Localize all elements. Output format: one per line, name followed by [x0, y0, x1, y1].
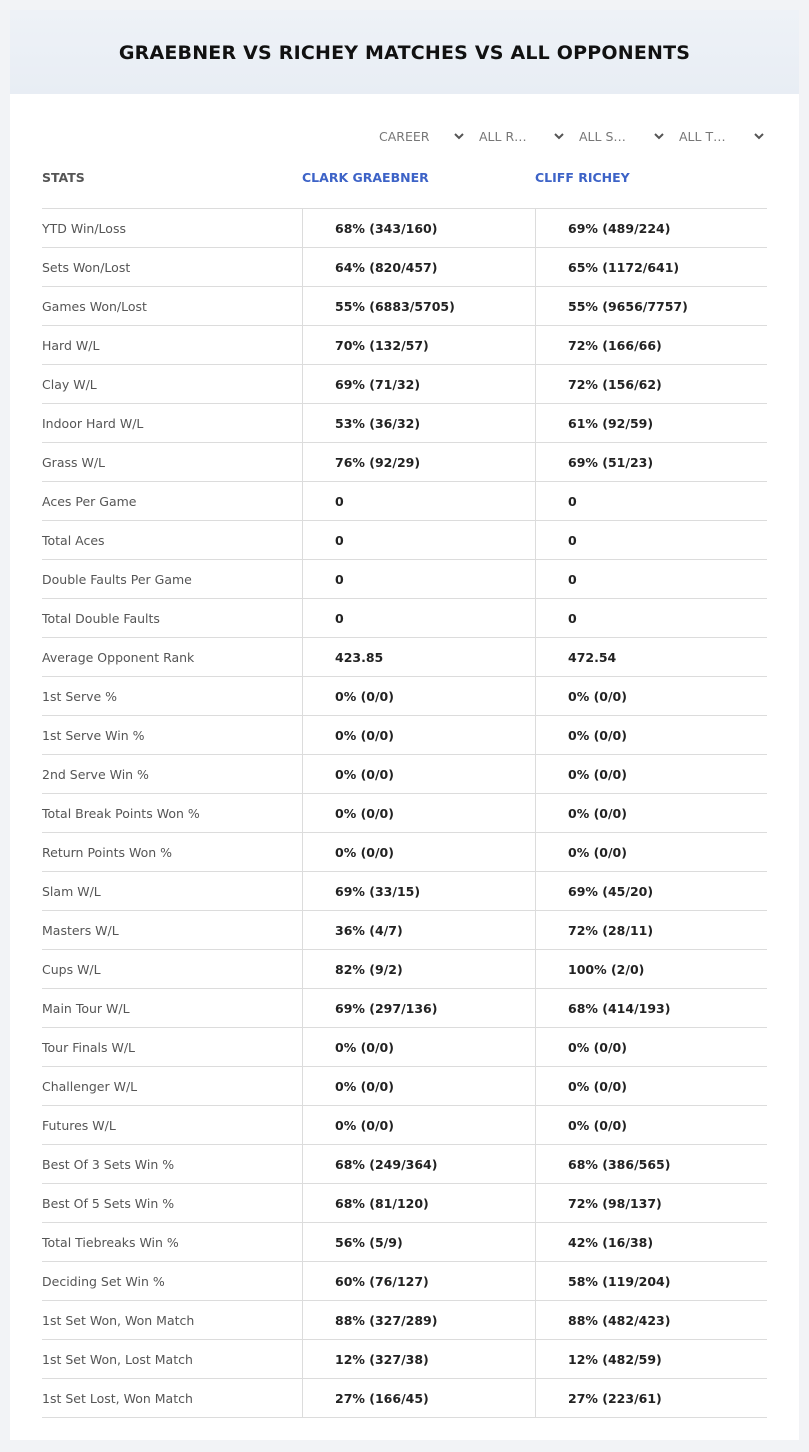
player1-stat-value: 0 [302, 521, 535, 559]
player2-stat-value: 72% (156/62) [535, 365, 767, 403]
player2-stat-value: 55% (9656/7757) [535, 287, 767, 325]
table-row [42, 638, 767, 677]
stat-label: Cups W/L [42, 961, 101, 977]
stat-label: Tour Finals W/L [42, 1039, 136, 1055]
player1-stat-value: 68% (81/120) [302, 1184, 535, 1222]
table-row [42, 1301, 767, 1340]
player2-stat-value: 0 [535, 560, 767, 598]
player1-stat-value: 0 [302, 599, 535, 637]
filter-surface-select[interactable] [567, 126, 667, 146]
stat-label: Best Of 5 Sets Win % [42, 1195, 175, 1211]
table-row [42, 989, 767, 1028]
player1-stat-value: 53% (36/32) [302, 404, 535, 442]
filter-period-select[interactable] [367, 126, 467, 146]
player2-stat-value: 0% (0/0) [535, 716, 767, 754]
player1-stat-value: 423.85 [302, 638, 535, 676]
player1-stat-value: 0% (0/0) [302, 833, 535, 871]
player1-stat-value: 0% (0/0) [302, 1106, 535, 1144]
player1-stat-value: 56% (5/9) [302, 1223, 535, 1261]
player1-stat-value: 88% (327/289) [302, 1301, 535, 1339]
player1-stat-value: 69% (71/32) [302, 365, 535, 403]
stat-label: Total Break Points Won % [42, 805, 200, 821]
table-row [42, 716, 767, 755]
table-row [42, 443, 767, 482]
player2-stat-value: 0 [535, 482, 767, 520]
player1-stat-value: 68% (249/364) [302, 1145, 535, 1183]
table-row [42, 248, 767, 287]
table-row [42, 287, 767, 326]
stat-label: 2nd Serve Win % [42, 766, 149, 782]
stat-label: 1st Set Lost, Won Match [42, 1390, 193, 1406]
filter-tournament-select[interactable] [667, 126, 767, 146]
chevron-down-icon [653, 130, 665, 142]
player2-stat-value: 68% (414/193) [535, 989, 767, 1027]
player2-stat-value: 68% (386/565) [535, 1145, 767, 1183]
player1-stat-value: 27% (166/45) [302, 1379, 535, 1417]
stat-label: Challenger W/L [42, 1078, 138, 1094]
stat-label: Main Tour W/L [42, 1000, 130, 1016]
player2-stat-value: 0% (0/0) [535, 755, 767, 793]
player1-stat-value: 70% (132/57) [302, 326, 535, 364]
player1-stat-value: 0% (0/0) [302, 1028, 535, 1066]
stat-label: Futures W/L [42, 1117, 116, 1133]
player1-stat-value: 55% (6883/5705) [302, 287, 535, 325]
filter-bar [367, 126, 767, 146]
table-row [42, 872, 767, 911]
table-row [42, 1028, 767, 1067]
stat-label: Average Opponent Rank [42, 649, 195, 665]
table-row [42, 209, 767, 248]
player2-stat-value: 0 [535, 521, 767, 559]
stat-label: Clay W/L [42, 376, 97, 392]
table-header [42, 170, 767, 185]
player2-stat-value: 69% (489/224) [535, 209, 767, 247]
player1-stat-value: 0% (0/0) [302, 794, 535, 832]
page-title: GRAEBNER VS RICHEY MATCHES VS ALL OPPONENTS [118, 42, 691, 64]
stat-label: Double Faults Per Game [42, 571, 192, 587]
table-row [42, 365, 767, 404]
table-row [42, 911, 767, 950]
filter-label: ALL R… [479, 128, 527, 144]
player2-stat-value: 72% (166/66) [535, 326, 767, 364]
player1-stat-value: 64% (820/457) [302, 248, 535, 286]
table-row [42, 560, 767, 599]
stats-card [10, 10, 799, 1440]
player1-stat-value: 69% (33/15) [302, 872, 535, 910]
player2-stat-value: 42% (16/38) [535, 1223, 767, 1261]
table-row [42, 1184, 767, 1223]
player2-stat-value: 72% (28/11) [535, 911, 767, 949]
chevron-down-icon [453, 130, 465, 142]
player1-stat-value: 0 [302, 560, 535, 598]
table-row [42, 1379, 767, 1418]
table-row [42, 794, 767, 833]
stats-column-header: STATS [42, 170, 85, 185]
table-row [42, 1223, 767, 1262]
table-row [42, 1106, 767, 1145]
filter-label: ALL S… [579, 128, 626, 144]
table-row [42, 599, 767, 638]
stat-label: Best Of 3 Sets Win % [42, 1156, 175, 1172]
table-row [42, 1262, 767, 1301]
stat-label: 1st Set Won, Won Match [42, 1312, 195, 1328]
chevron-down-icon [753, 130, 765, 142]
player2-stat-value: 58% (119/204) [535, 1262, 767, 1300]
stat-label: Total Tiebreaks Win % [42, 1234, 179, 1250]
stat-label: Slam W/L [42, 883, 101, 899]
player2-stat-value: 0 [535, 599, 767, 637]
stat-label: 1st Serve Win % [42, 727, 145, 743]
player1-stat-value: 0 [302, 482, 535, 520]
player2-stat-value: 0% (0/0) [535, 794, 767, 832]
player1-stat-value: 0% (0/0) [302, 1067, 535, 1105]
stats-table [42, 208, 767, 1418]
stat-label: Hard W/L [42, 337, 100, 353]
player1-stat-value: 0% (0/0) [302, 755, 535, 793]
player2-stat-value: 0% (0/0) [535, 1028, 767, 1066]
stat-label: Aces Per Game [42, 493, 137, 509]
player2-stat-value: 0% (0/0) [535, 677, 767, 715]
table-row [42, 326, 767, 365]
table-row [42, 1067, 767, 1106]
stat-label: Total Aces [42, 532, 105, 548]
table-row [42, 950, 767, 989]
table-row [42, 482, 767, 521]
player1-stat-value: 0% (0/0) [302, 677, 535, 715]
stat-label: YTD Win/Loss [42, 220, 126, 236]
player2-stat-value: 61% (92/59) [535, 404, 767, 442]
player2-stat-value: 72% (98/137) [535, 1184, 767, 1222]
player2-stat-value: 472.54 [535, 638, 767, 676]
table-row [42, 1340, 767, 1379]
stat-label: Sets Won/Lost [42, 259, 131, 275]
stat-label: 1st Serve % [42, 688, 118, 704]
page-header [10, 10, 799, 94]
player2-stat-value: 12% (482/59) [535, 1340, 767, 1378]
stat-label: Deciding Set Win % [42, 1273, 165, 1289]
player1-stat-value: 69% (297/136) [302, 989, 535, 1027]
player2-stat-value: 69% (45/20) [535, 872, 767, 910]
chevron-down-icon [553, 130, 565, 142]
filter-label: CAREER [379, 128, 430, 144]
table-row [42, 404, 767, 443]
player2-stat-value: 27% (223/61) [535, 1379, 767, 1417]
player1-stat-value: 82% (9/2) [302, 950, 535, 988]
player1-stat-value: 0% (0/0) [302, 716, 535, 754]
table-row [42, 677, 767, 716]
player1-stat-value: 68% (343/160) [302, 209, 535, 247]
stat-label: 1st Set Won, Lost Match [42, 1351, 193, 1367]
player2-stat-value: 100% (2/0) [535, 950, 767, 988]
stat-label: Grass W/L [42, 454, 106, 470]
filter-round-select[interactable] [467, 126, 567, 146]
stat-label: Masters W/L [42, 922, 119, 938]
table-row [42, 521, 767, 560]
table-row [42, 1145, 767, 1184]
player1-stat-value: 36% (4/7) [302, 911, 535, 949]
stat-label: Games Won/Lost [42, 298, 147, 314]
stat-label: Indoor Hard W/L [42, 415, 144, 431]
player2-stat-value: 0% (0/0) [535, 833, 767, 871]
player2-stat-value: 88% (482/423) [535, 1301, 767, 1339]
filter-label: ALL T… [679, 128, 726, 144]
table-row [42, 755, 767, 794]
player1-stat-value: 76% (92/29) [302, 443, 535, 481]
player2-stat-value: 65% (1172/641) [535, 248, 767, 286]
player2-link[interactable]: CLIFF RICHEY [535, 170, 630, 185]
table-row [42, 833, 767, 872]
player1-stat-value: 12% (327/38) [302, 1340, 535, 1378]
player1-link[interactable]: CLARK GRAEBNER [302, 170, 429, 185]
stat-label: Total Double Faults [42, 610, 160, 626]
player2-stat-value: 0% (0/0) [535, 1106, 767, 1144]
player1-stat-value: 60% (76/127) [302, 1262, 535, 1300]
player2-stat-value: 69% (51/23) [535, 443, 767, 481]
stat-label: Return Points Won % [42, 844, 173, 860]
player2-stat-value: 0% (0/0) [535, 1067, 767, 1105]
